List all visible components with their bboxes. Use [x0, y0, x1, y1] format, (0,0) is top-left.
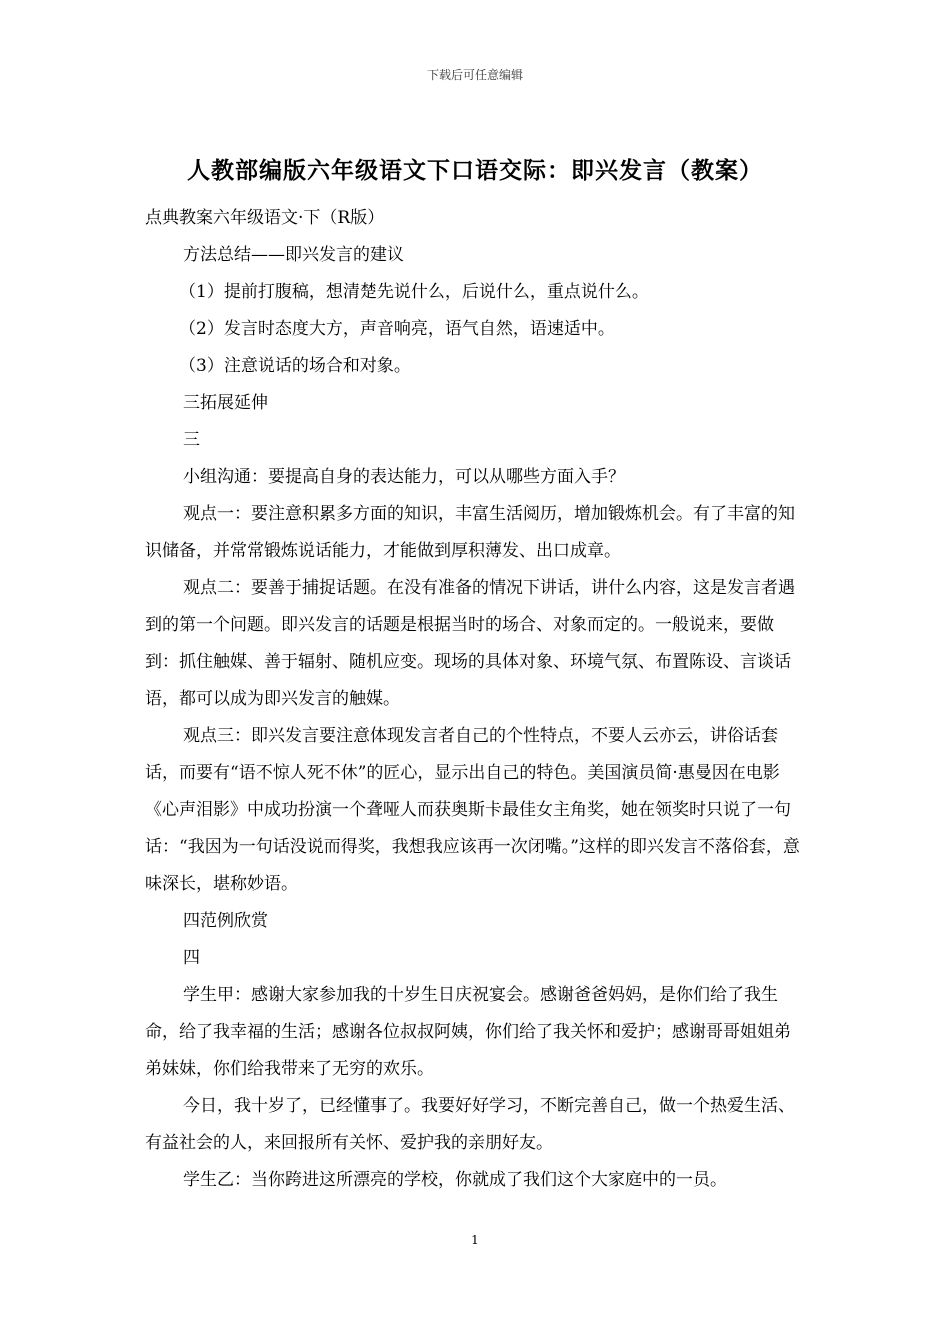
- section-number: 三: [183, 430, 200, 450]
- page-header: 下载后可任意编辑: [426, 68, 523, 82]
- section-heading-method-summary: 方法总结——即兴发言的建议: [183, 245, 404, 265]
- paragraph-viewpoint-1: 观点一：要注意积累多方面的知识，丰富生活阅历，增加锻炼机会。有了丰富的知识储备，并常常锻炼说话能力，才能做到厚积薄发、出口成章。: [145, 504, 795, 561]
- list-item: （1）提前打腹稿，想清楚先说什么，后说什么，重点说什么。: [179, 282, 649, 302]
- page-number: 1: [471, 1233, 479, 1247]
- document-subtitle: 点典教案六年级语文·下（R版）: [145, 208, 385, 228]
- paragraph-viewpoint-2: 观点二：要善于捕捉话题。在没有准备的情况下讲话，讲什么内容，这是发言者遇到的第一个问题。即兴发言的话题是根据当时的场合、对象而定的。一般说来，要做到：抓住触媒、善于辐射、随机应变。现场的具体对象、环境气氛、布置陈设、言谈话语，都可以成为即兴发言的触媒。: [145, 578, 795, 709]
- section-number: 四: [183, 948, 200, 968]
- paragraph-viewpoint-3: 观点三：即兴发言要注意体现发言者自己的个性特点，不要人云亦云，讲俗话套话，而要有“语不惊人死不休”的匠心，显示出自己的特色。美国演员简·惠曼因在电影《心声泪影》中成功扮演一个聋哑人而获奥斯卡最佳女主角奖，她在领奖时只说了一句话：“我因为一句话没说而得奖，我想我应该再一次闭嘴。”这样的即兴发言不落俗套，意味深长，堪称妙语。: [145, 726, 800, 894]
- section-heading-extension: 三拓展延伸: [183, 393, 268, 413]
- paragraph-student-b: 学生乙：当你跨进这所漂亮的学校，你就成了我们这个大家庭中的一员。: [183, 1170, 727, 1190]
- list-item: （3）注意说话的场合和对象。: [179, 356, 411, 376]
- paragraph: 小组沟通：要提高自身的表达能力，可以从哪些方面入手？: [183, 467, 625, 487]
- document-title: 人教部编版六年级语文下口语交际：即兴发言（教案）: [187, 157, 763, 184]
- paragraph: 今日，我十岁了，已经懂事了。我要好好学习，不断完善自己，做一个热爱生活、有益社会的人，来回报所有关怀、爱护我的亲朋好友。: [145, 1096, 795, 1153]
- document-body: [145, 200, 805, 1199]
- paragraph-student-a: 学生甲：感谢大家参加我的十岁生日庆祝宴会。感谢爸爸妈妈，是你们给了我生命，给了我幸福的生活；感谢各位叔叔阿姨，你们给了我关怀和爱护；感谢哥哥姐姐弟弟妹妹，你们给我带来了无穷的欢乐。: [145, 985, 791, 1079]
- section-heading-examples: 四范例欣赏: [183, 911, 268, 931]
- list-item: （2）发言时态度大方，声音响亮，语气自然，语速适中。: [179, 319, 615, 339]
